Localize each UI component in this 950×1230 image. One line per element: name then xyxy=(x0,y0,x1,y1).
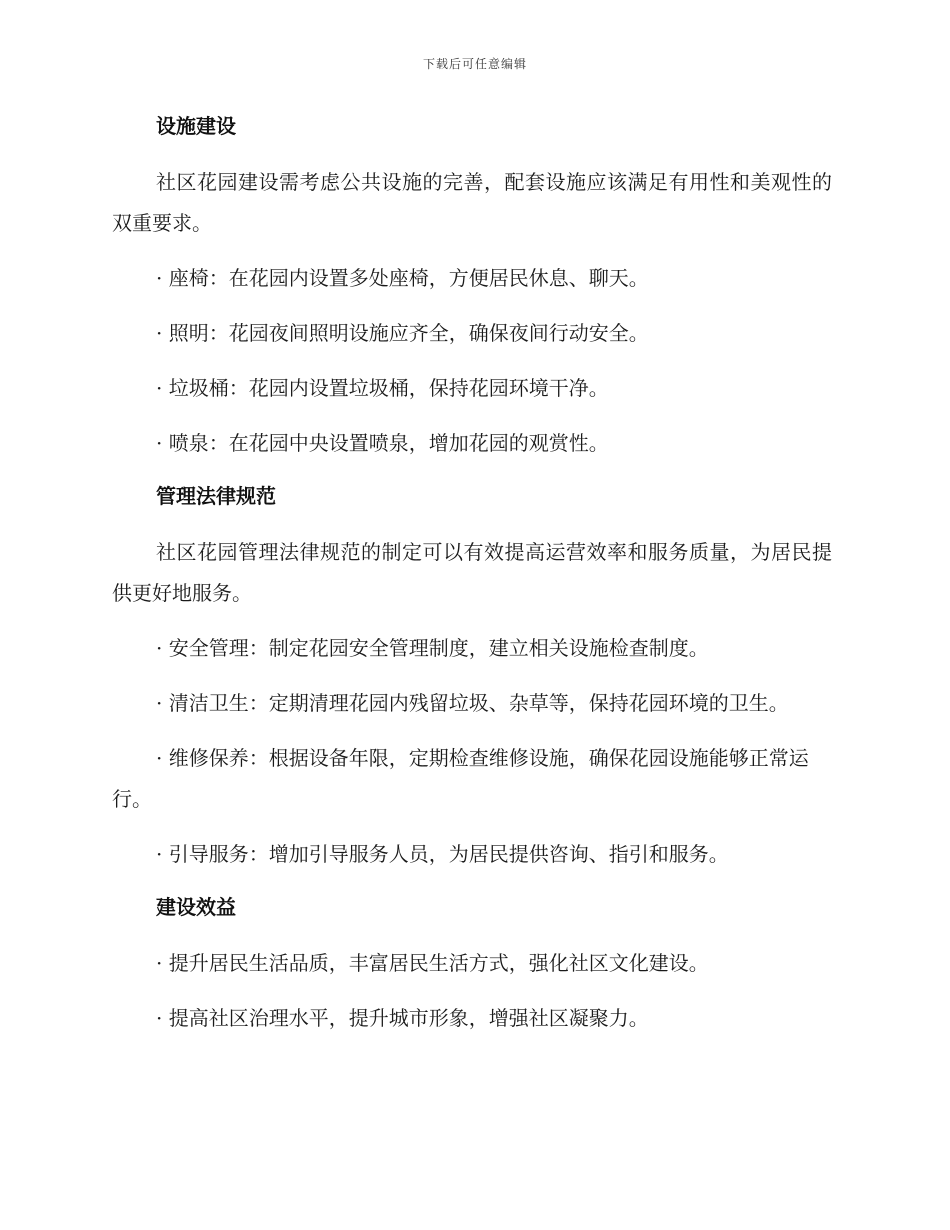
list-item: · 提升居民生活品质，丰富居民生活方式，强化社区文化建设。 xyxy=(156,951,709,975)
list-item: · 维修保养：根据设备年限，定期检查维修设施，确保花园设施能够正常运行。 xyxy=(112,746,809,811)
list-item: · 照明：花园夜间照明设施应齐全，确保夜间行动安全。 xyxy=(156,321,649,345)
list-item: · 喷泉：在花园中央设置喷泉，增加花园的观赏性。 xyxy=(156,431,609,455)
list-item: · 座椅：在花园内设置多处座椅，方便居民休息、聊天。 xyxy=(156,266,649,290)
section-intro-facilities: 社区花园建设需考虑公共设施的完善，配套设施应该满足有用性和美观性的双重要求。 xyxy=(112,170,832,235)
section-heading-benefits: 建设效益 xyxy=(156,895,236,919)
section-heading-facilities: 设施建设 xyxy=(156,114,236,138)
section-intro-management: 社区花园管理法律规范的制定可以有效提高运营效率和服务质量，为居民提供更好地服务。 xyxy=(112,540,832,605)
document-body xyxy=(112,108,832,1053)
header-note: 下载后可任意编辑 xyxy=(422,57,527,71)
section-heading-management: 管理法律规范 xyxy=(156,484,276,508)
list-item: · 提高社区治理水平，提升城市形象，增强社区凝聚力。 xyxy=(156,1006,649,1030)
list-item: · 清洁卫生：定期清理花园内残留垃圾、杂草等，保持花园环境的卫生。 xyxy=(156,691,789,715)
list-item: · 引导服务：增加引导服务人员，为居民提供咨询、指引和服务。 xyxy=(156,842,729,866)
list-item: · 安全管理：制定花园安全管理制度，建立相关设施检查制度。 xyxy=(156,636,709,660)
list-item: · 垃圾桶：花园内设置垃圾桶，保持花园环境干净。 xyxy=(156,376,609,400)
